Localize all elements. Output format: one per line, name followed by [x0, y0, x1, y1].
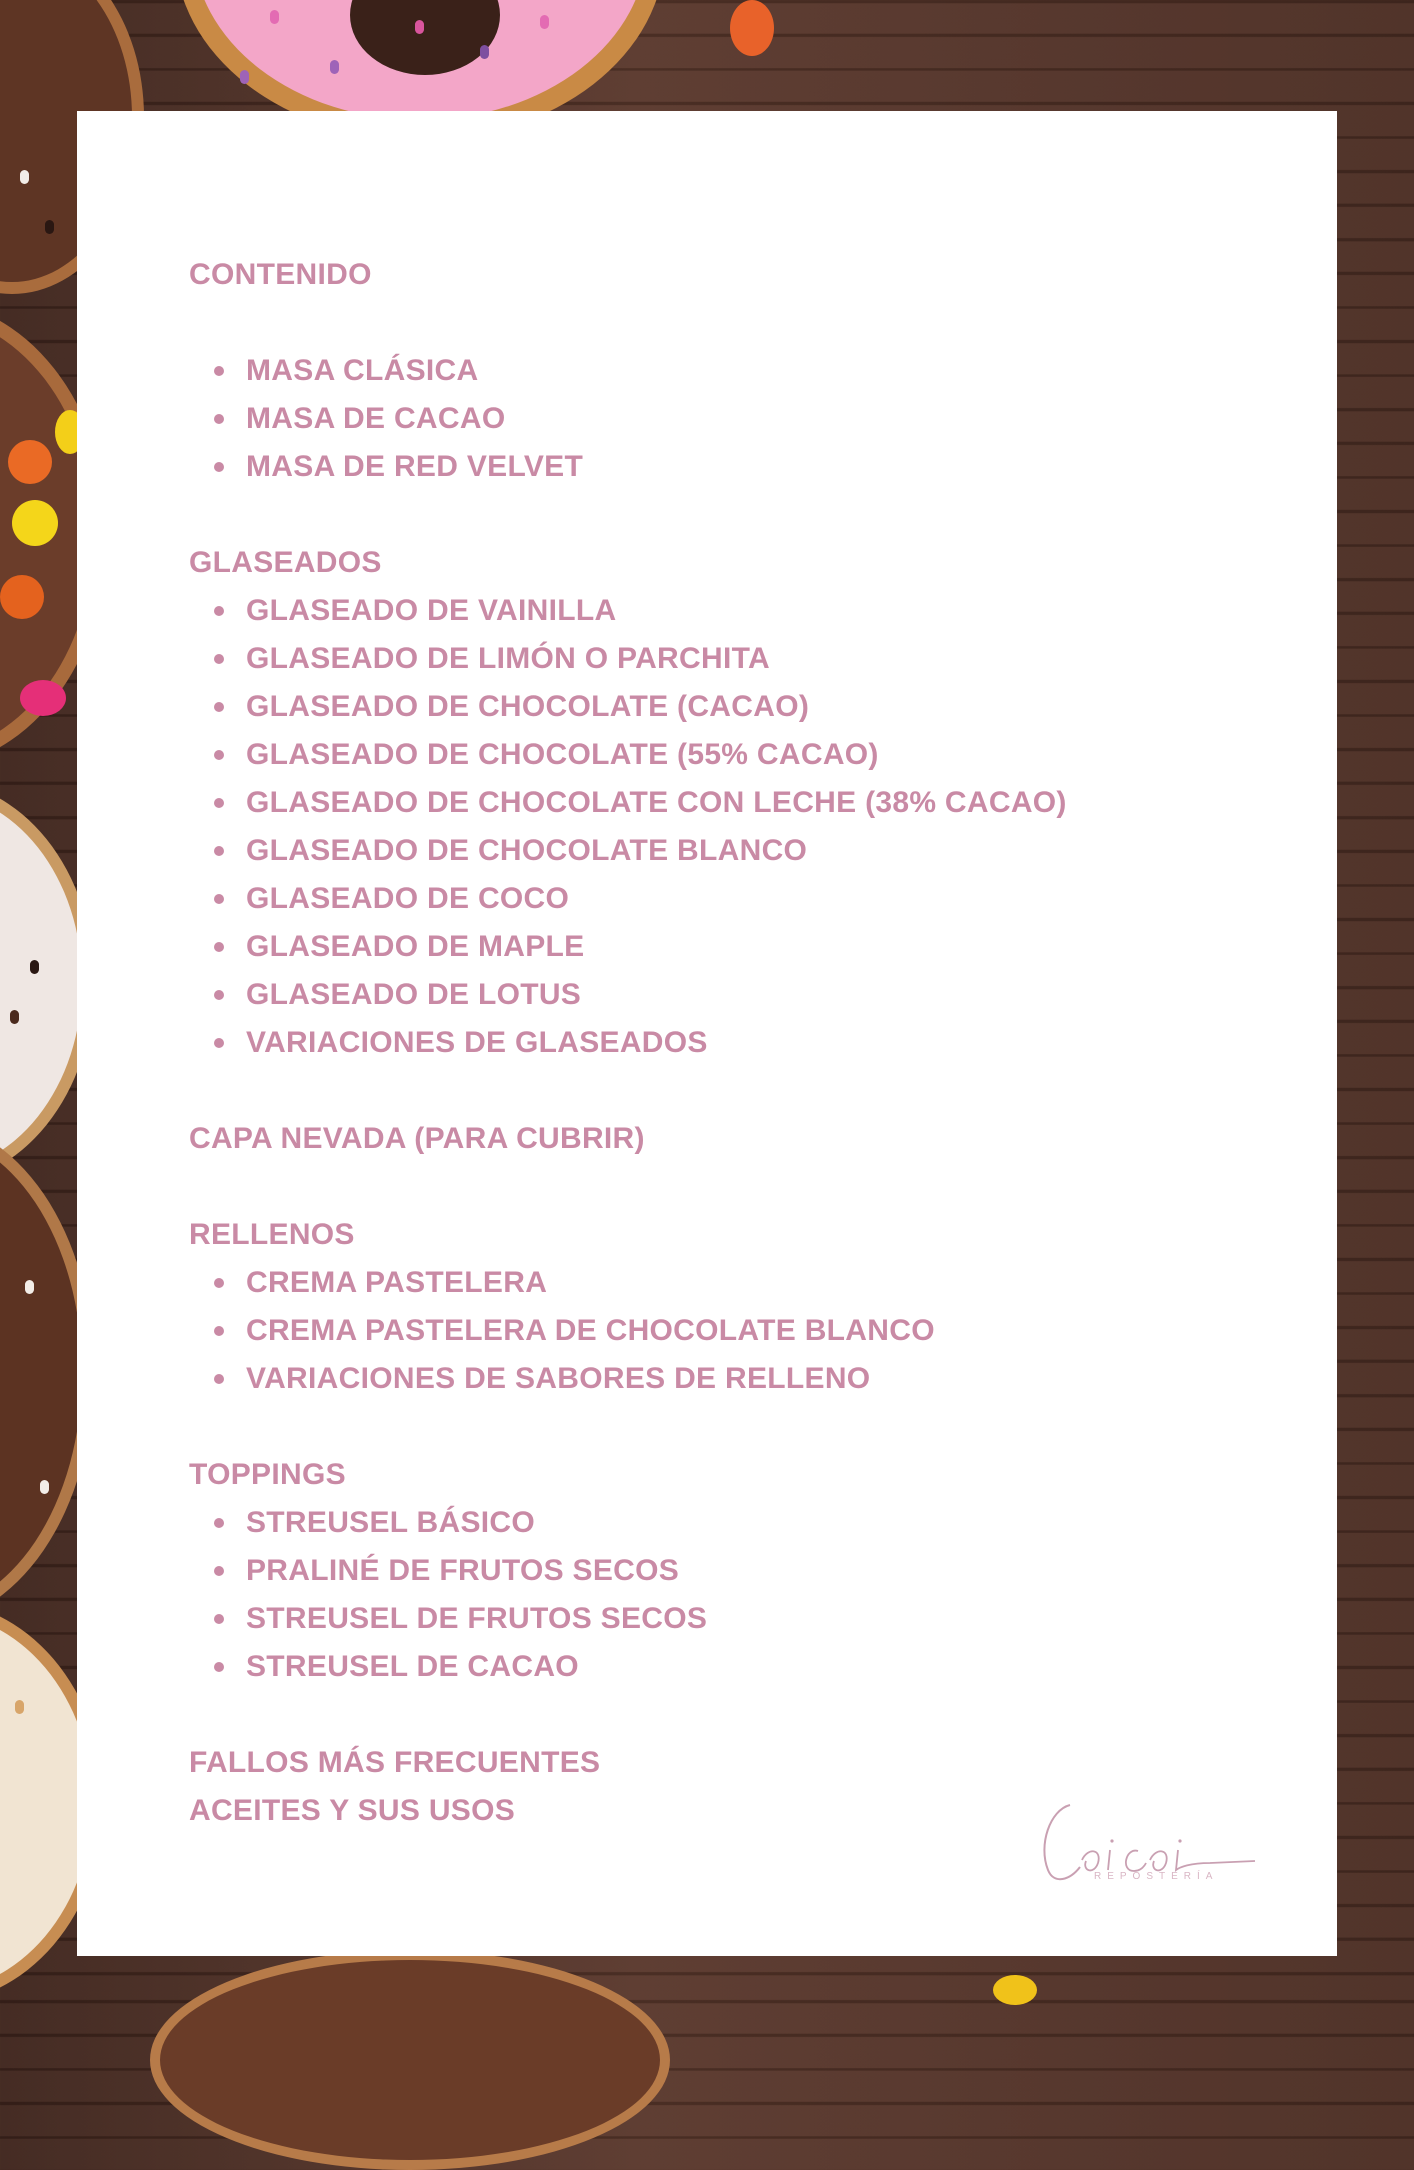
sprinkle-icon — [540, 15, 549, 29]
section-list-glaseados — [189, 587, 1289, 1067]
list-item: GLASEADO DE CHOCOLATE (55% CACAO) — [246, 731, 1289, 779]
section-heading-rellenos: RELLENOS — [189, 1218, 355, 1251]
list-item: MASA DE CACAO — [246, 395, 1289, 443]
table-of-contents — [189, 251, 1289, 1835]
list-item: STREUSEL DE FRUTOS SECOS — [246, 1595, 1289, 1643]
sprinkle-icon — [30, 960, 39, 974]
list-item: GLASEADO DE CHOCOLATE (CACAO) — [246, 683, 1289, 731]
list-item: VARIACIONES DE SABORES DE RELLENO — [246, 1355, 1289, 1403]
list-item: STREUSEL BÁSICO — [246, 1499, 1289, 1547]
final-line-aceites: ACEITES Y SUS USOS — [189, 1794, 516, 1827]
section-heading-toppings: TOPPINGS — [189, 1458, 346, 1491]
list-item: PRALINÉ DE FRUTOS SECOS — [246, 1547, 1289, 1595]
candy-icon — [12, 500, 58, 546]
sprinkle-icon — [15, 1700, 24, 1714]
list-item: GLASEADO DE CHOCOLATE BLANCO — [246, 827, 1289, 875]
candy-icon — [20, 680, 66, 716]
section-list-toppings — [189, 1499, 1289, 1691]
sprinkle-icon — [330, 60, 339, 74]
final-line-fallos: FALLOS MÁS FRECUENTES — [189, 1746, 601, 1779]
sprinkle-icon — [240, 70, 249, 84]
section-heading-glaseados: GLASEADOS — [189, 546, 382, 579]
candy-icon — [993, 1975, 1037, 2005]
section-heading-capa-nevada: CAPA NEVADA (PARA CUBRIR) — [189, 1122, 645, 1155]
chocolate-donut-image — [150, 1950, 670, 2170]
sprinkle-icon — [45, 220, 54, 234]
list-item: CREMA PASTELERA — [246, 1259, 1289, 1307]
sprinkle-icon — [270, 10, 279, 24]
content-page — [77, 111, 1337, 1956]
sprinkle-icon — [25, 1280, 34, 1294]
sprinkle-icon — [480, 45, 489, 59]
list-item: GLASEADO DE CHOCOLATE CON LECHE (38% CACAO) — [246, 779, 1289, 827]
list-item: GLASEADO DE COCO — [246, 875, 1289, 923]
candy-icon — [0, 575, 44, 619]
list-item: GLASEADO DE VAINILLA — [246, 587, 1289, 635]
list-item: VARIACIONES DE GLASEADOS — [246, 1019, 1289, 1067]
list-item: MASA DE RED VELVET — [246, 443, 1289, 491]
logo-tagline: REPOSTERÍA — [1094, 1871, 1219, 1882]
section-list-masas — [189, 347, 1289, 491]
contents-title: CONTENIDO — [189, 258, 372, 291]
sprinkle-icon — [415, 20, 424, 34]
sprinkle-icon — [10, 1010, 19, 1024]
candy-icon — [8, 440, 52, 484]
list-item: CREMA PASTELERA DE CHOCOLATE BLANCO — [246, 1307, 1289, 1355]
list-item: GLASEADO DE LOTUS — [246, 971, 1289, 1019]
list-item: GLASEADO DE MAPLE — [246, 923, 1289, 971]
sprinkle-icon — [20, 170, 29, 184]
candy-icon — [730, 0, 774, 56]
section-list-rellenos — [189, 1259, 1289, 1403]
sprinkle-icon — [40, 1480, 49, 1494]
list-item: GLASEADO DE LIMÓN O PARCHITA — [246, 635, 1289, 683]
list-item: MASA CLÁSICA — [246, 347, 1289, 395]
list-item: STREUSEL DE CACAO — [246, 1643, 1289, 1691]
